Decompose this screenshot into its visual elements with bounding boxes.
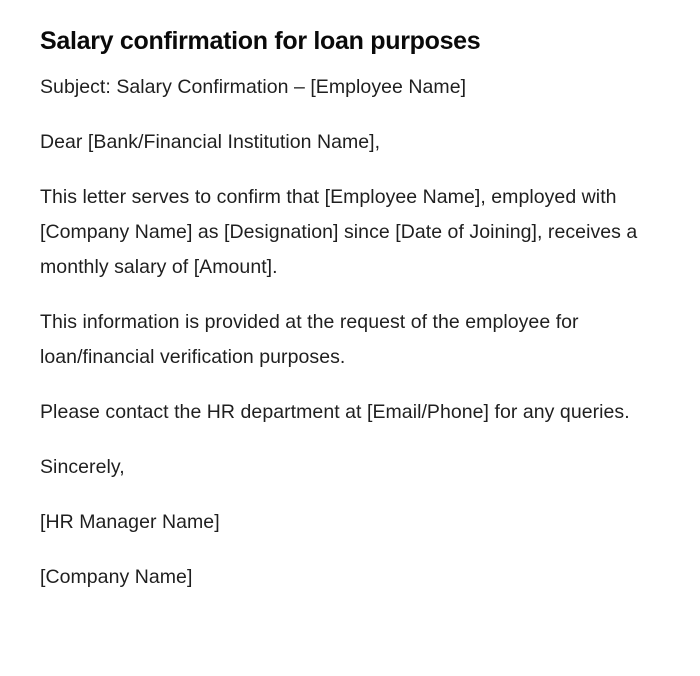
- signature-company: [Company Name]: [40, 566, 193, 588]
- document-title: Salary confirmation for loan purposes: [40, 27, 481, 55]
- signature-name: [HR Manager Name]: [40, 511, 220, 533]
- salutation: Dear [Bank/Financial Institution Name],: [40, 131, 381, 153]
- body-paragraph-contact: Please contact the HR department at [Email/Phone] for any queries.: [40, 401, 630, 423]
- subject-line: Subject: Salary Confirmation – [Employee Name]: [40, 76, 467, 98]
- body-paragraph-purpose: This information is provided at the request of the employee for loan/financial verification purposes.: [40, 311, 579, 368]
- body-paragraph-confirmation: This letter serves to confirm that [Employee Name], employed with [Company Name] as [Designation] since [Date of Joining], receives a monthly salary of [Amount].: [40, 186, 638, 278]
- closing: Sincerely,: [40, 456, 125, 478]
